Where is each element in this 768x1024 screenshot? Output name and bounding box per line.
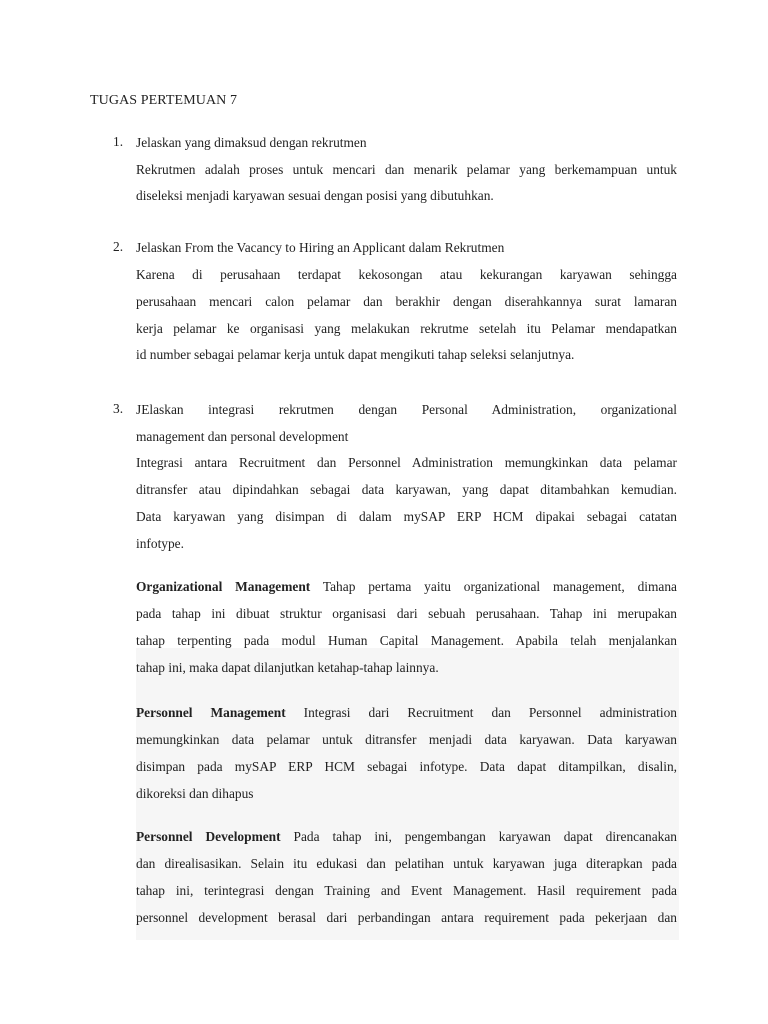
personnel-development-line-1: [136, 828, 677, 846]
answer-3-line-2: ditransfer atau dipindahkan sebagai data karyawan, yang dapat ditambahkan kemudian.: [136, 482, 677, 497]
answer-1-line-2: diseleksi menjadi karyawan sesuai dengan posisi yang dibutuhkan.: [136, 188, 494, 203]
personnel-development-first-line: Pada tahap ini, pengembangan karyawan dapat direncanakan: [280, 829, 678, 844]
answer-1-line-1: Rekrutmen adalah proses untuk mencari dan menarik pelamar yang berkemampuan untuk: [136, 162, 677, 177]
answer-3-line-4: infotype.: [136, 536, 184, 551]
org-management-line-2: pada tahap ini dibuat struktur organisasi dari sebuah perusahaan. Tahap ini merupakan: [136, 606, 677, 621]
question-3-line-1: JElaskan integrasi rekrutmen dengan Personal Administration, organizational: [136, 402, 677, 417]
personnel-management-heading: Personnel Management: [136, 705, 286, 720]
personnel-management-line-3: disimpan pada mySAP ERP HCM sebagai infotype. Data dapat ditampilkan, disalin,: [136, 759, 677, 774]
org-management-line-4: tahap ini, maka dapat dilanjutkan ketahap-tahap lainnya.: [136, 660, 439, 675]
personnel-management-line-4: dikoreksi dan dihapus: [136, 786, 254, 801]
question-3-line-2: management dan personal development: [136, 429, 349, 444]
personnel-development-line-2: dan direalisasikan. Selain itu edukasi dan pelatihan untuk karyawan juga diterapkan pada: [136, 856, 677, 871]
item-number-2: 2.: [113, 239, 124, 254]
personnel-development-heading: Personnel Development: [136, 829, 281, 844]
org-management-first-line: Tahap pertama yaitu organizational management, dimana: [310, 579, 677, 594]
personnel-development-line-4: personnel development berasal dari perbandingan antara requirement pada pekerjaan dan: [136, 910, 677, 925]
answer-2-line-3: kerja pelamar ke organisasi yang melakukan rekrutme setelah itu Pelamar mendapatkan: [136, 321, 677, 336]
item-number-3: 3.: [113, 401, 124, 416]
answer-2-line-2: perusahaan mencari calon pelamar dan berakhir dengan diserahkannya surat lamaran: [136, 294, 677, 309]
personnel-management-first-line: Integrasi dari Recruitment dan Personnel administration: [285, 705, 677, 720]
org-management-line-3: tahap terpenting pada modul Human Capital Management. Apabila telah menjalankan: [136, 633, 677, 648]
org-management-line-1: [136, 578, 677, 596]
answer-2-line-4: id number sebagai pelamar kerja untuk dapat mengikuti tahap seleksi selanjutnya.: [136, 347, 575, 362]
org-management-heading: Organizational Management: [136, 579, 311, 594]
question-2: Jelaskan From the Vacancy to Hiring an Applicant dalam Rekrutmen: [136, 240, 505, 255]
answer-2-line-1: Karena di perusahaan terdapat kekosongan atau kekurangan karyawan sehingga: [136, 267, 677, 282]
answer-3-line-1: Integrasi antara Recruitment dan Personnel Administration memungkinkan data pelamar: [136, 455, 677, 470]
personnel-management-line-2: memungkinkan data pelamar untuk ditransfer menjadi data karyawan. Data karyawan: [136, 732, 677, 747]
answer-3-line-3: Data karyawan yang disimpan di dalam mySAP ERP HCM dipakai sebagai catatan: [136, 509, 677, 524]
question-1: Jelaskan yang dimaksud dengan rekrutmen: [136, 135, 367, 150]
personnel-development-line-3: tahap ini, terintegrasi dengan Training and Event Management. Hasil requirement pada: [136, 883, 677, 898]
item-number-1: 1.: [113, 134, 124, 149]
personnel-management-line-1: [136, 704, 677, 722]
document-title: TUGAS PERTEMUAN 7: [90, 93, 238, 108]
